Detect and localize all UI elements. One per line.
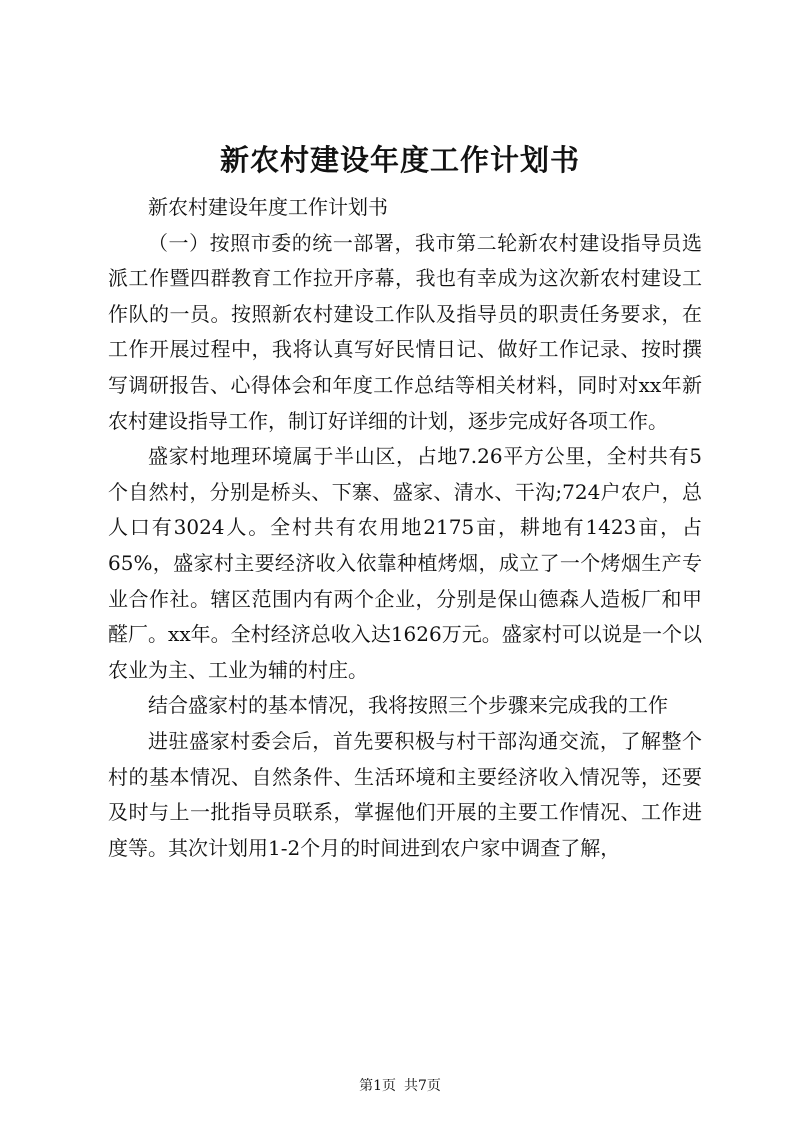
page-number: 第1页 <box>359 1078 396 1094</box>
page-total: 共7页 <box>404 1078 441 1094</box>
paragraph-step-one: 进驻盛家村委会后，首先要积极与村干部沟通交流，了解整个村的基本情况、自然条件、生活环境和主要经济收入情况等，还要及时与上一批指导员联系，掌握他们开展的主要工作情况、工作进度等。其次计划用1-2个月的时间进到农户家中调查了解， <box>108 728 702 860</box>
paragraph-plan-steps: 结合盛家村的基本情况，我将按照三个步骤来完成我的工作 <box>148 693 668 718</box>
paragraph-subtitle: 新农村建设年度工作计划书 <box>148 195 388 219</box>
document-body <box>108 190 702 866</box>
page-footer <box>0 1076 800 1096</box>
paragraph-village-overview: 盛家村地理环境属于半山区，占地7.26平方公里，全村共有5个自然村，分别是桥头、下寨、盛家、清水、干沟;724户农户，总人口有3024人。全村共有农用地2175亩，耕地有1423亩，占65%，盛家村主要经济收入依靠种植烤烟，成立了一个烤烟生产专业合作社。辖区范围内有两个企业，分别是保山德森人造板厂和甲醛厂。xx年。全村经济总收入达1626万元。盛家村可以说是一个以农业为主、工业为辅的村庄。 <box>108 444 702 682</box>
document-title: 新农村建设年度工作计划书 <box>219 143 580 177</box>
paragraph-intro: （一）按照市委的统一部署，我市第二轮新农村建设指导员选派工作暨四群教育工作拉开序幕，我也有幸成为这次新农村建设工作队的一员。按照新农村建设工作队及指导员的职责任务要求，在工作开展过程中，我将认真写好民情日记、做好工作记录、按时撰写调研报告、心得体会和年度工作总结等相关材料，同时对xx年新农村建设指导工作，制订好详细的计划，逐步完成好各项工作。 <box>108 230 702 433</box>
